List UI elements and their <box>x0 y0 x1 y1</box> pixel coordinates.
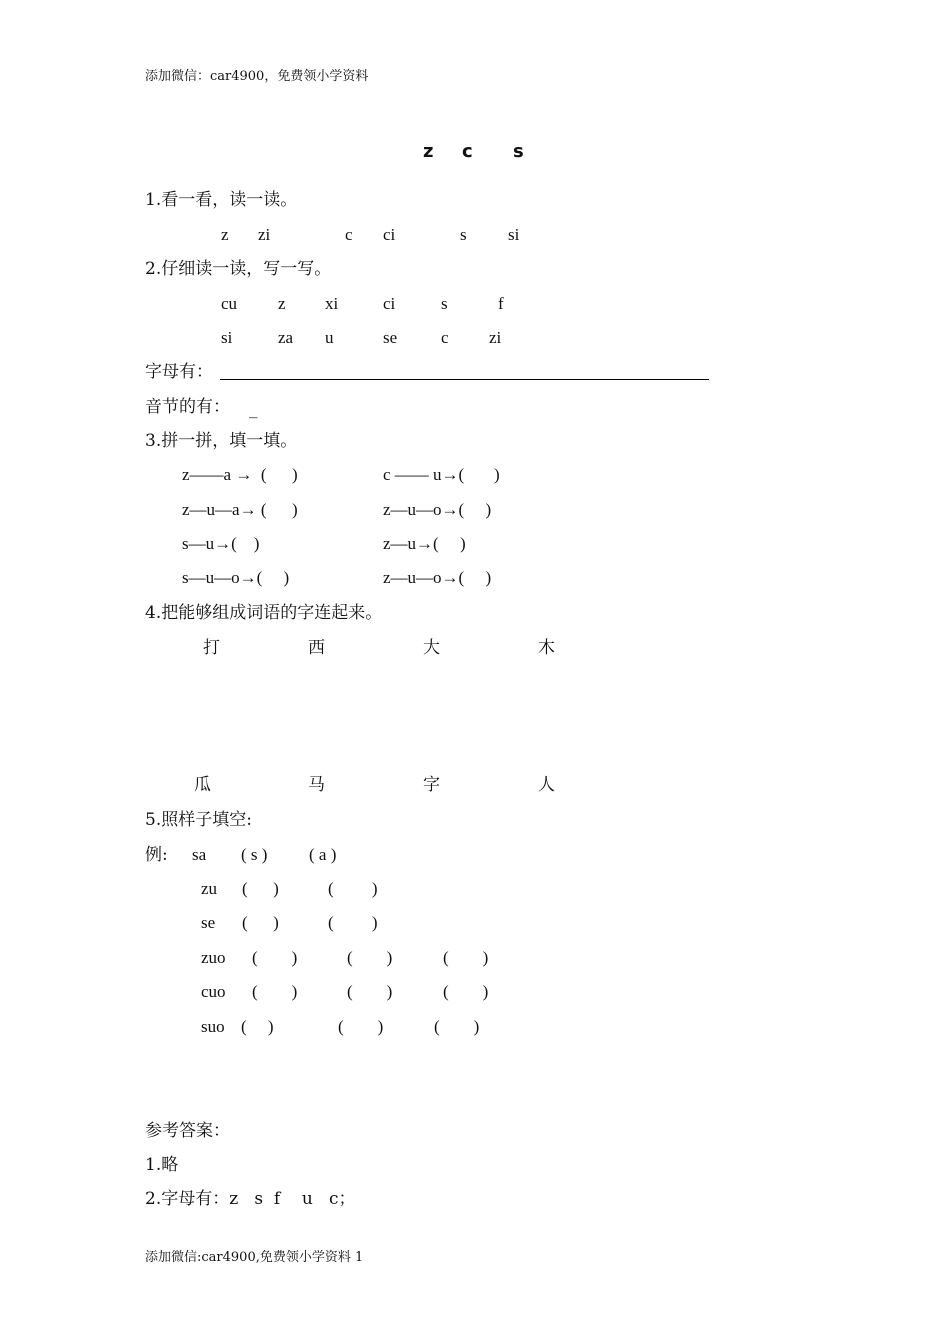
spelling-item: z——a → ( ) <box>182 465 298 484</box>
character-item: 字 <box>423 775 440 795</box>
syllables-label: 音节的有： <box>145 397 230 417</box>
pinyin-item: za <box>278 328 294 347</box>
spelling-item: s—u→( ) <box>182 534 260 553</box>
example-answer: ( s ) <box>241 845 268 864</box>
page-footer: 添加微信:car4900,免费领小学资料 1 <box>145 1250 364 1265</box>
pinyin-item: xi <box>325 294 339 313</box>
syllables-answer-blank[interactable]: _ <box>249 399 258 419</box>
pinyin-item: f <box>498 294 504 313</box>
pinyin-item: zi <box>489 328 502 347</box>
fill-syllable: suo <box>201 1017 225 1036</box>
fill-syllable: zuo <box>201 948 226 967</box>
spelling-item: z—u—o→( ) <box>383 500 492 519</box>
pinyin-item: u <box>325 328 334 347</box>
spelling-item: s—u—o→( ) <box>182 568 290 587</box>
fill-blank[interactable]: ( ) <box>328 879 378 898</box>
spelling-item: c —— u→( ) <box>383 465 500 484</box>
character-item: 打 <box>203 638 220 658</box>
fill-syllable: zu <box>201 879 218 898</box>
pinyin-item: c <box>441 328 449 347</box>
title-letter: c <box>462 141 473 162</box>
answer-1: 1.略 <box>145 1155 179 1175</box>
pinyin-item: s <box>441 294 448 313</box>
pinyin-item: s <box>460 225 467 244</box>
character-item: 人 <box>538 775 555 795</box>
example-label: 例: <box>145 845 168 865</box>
character-item: 大 <box>423 638 440 658</box>
fill-blank[interactable]: ( ) <box>443 948 489 967</box>
pinyin-item: z <box>278 294 286 313</box>
question-4-label: 4.把能够组成词语的字连起来。 <box>145 603 383 623</box>
pinyin-item: si <box>221 328 233 347</box>
pinyin-item: cu <box>221 294 238 313</box>
fill-blank[interactable]: ( ) <box>328 913 378 932</box>
spelling-item: z—u→( ) <box>383 534 466 553</box>
pinyin-item: si <box>508 225 520 244</box>
fill-syllable: cuo <box>201 982 226 1001</box>
fill-blank[interactable]: ( ) <box>347 982 393 1001</box>
pinyin-item: c <box>345 225 353 244</box>
fill-blank[interactable]: ( ) <box>252 948 298 967</box>
fill-blank[interactable]: ( ) <box>338 1017 384 1036</box>
pinyin-item: z <box>221 225 229 244</box>
fill-blank[interactable]: ( ) <box>252 982 298 1001</box>
fill-blank[interactable]: ( ) <box>347 948 393 967</box>
pinyin-item: ci <box>383 225 396 244</box>
pinyin-item: zi <box>258 225 271 244</box>
page-header: 添加微信：car4900，免费领小学资料 <box>145 69 369 84</box>
character-item: 西 <box>308 638 325 658</box>
character-item: 马 <box>308 775 325 795</box>
letters-label: 字母有： <box>145 362 213 382</box>
letters-answer-line[interactable] <box>220 379 709 380</box>
question-3-label: 3.拼一拼，填一填。 <box>145 431 298 451</box>
question-1-label: 1.看一看，读一读。 <box>145 190 298 210</box>
answer-2: 2.字母有：z s f u c； <box>145 1189 356 1209</box>
fill-blank[interactable]: ( ) <box>443 982 489 1001</box>
spelling-item: z—u—o→( ) <box>383 568 492 587</box>
fill-blank[interactable]: ( ) <box>434 1017 480 1036</box>
example-answer: ( a ) <box>309 845 337 864</box>
spelling-item: z—u—a→ ( ) <box>182 500 298 519</box>
answers-title: 参考答案： <box>145 1121 230 1141</box>
fill-blank[interactable]: ( ) <box>242 913 279 932</box>
fill-blank[interactable]: ( ) <box>241 1017 274 1036</box>
fill-syllable: se <box>201 913 216 932</box>
question-2-label: 2.仔细读一读，写一写。 <box>145 259 332 279</box>
character-item: 木 <box>538 638 555 658</box>
title-letter: z <box>423 141 434 162</box>
title-letter: s <box>513 141 524 162</box>
pinyin-item: ci <box>383 294 396 313</box>
fill-blank[interactable]: ( ) <box>242 879 279 898</box>
question-5-label: 5.照样子填空: <box>145 810 252 830</box>
pinyin-item: se <box>383 328 398 347</box>
character-item: 瓜 <box>194 775 211 795</box>
example-syllable: sa <box>192 845 207 864</box>
